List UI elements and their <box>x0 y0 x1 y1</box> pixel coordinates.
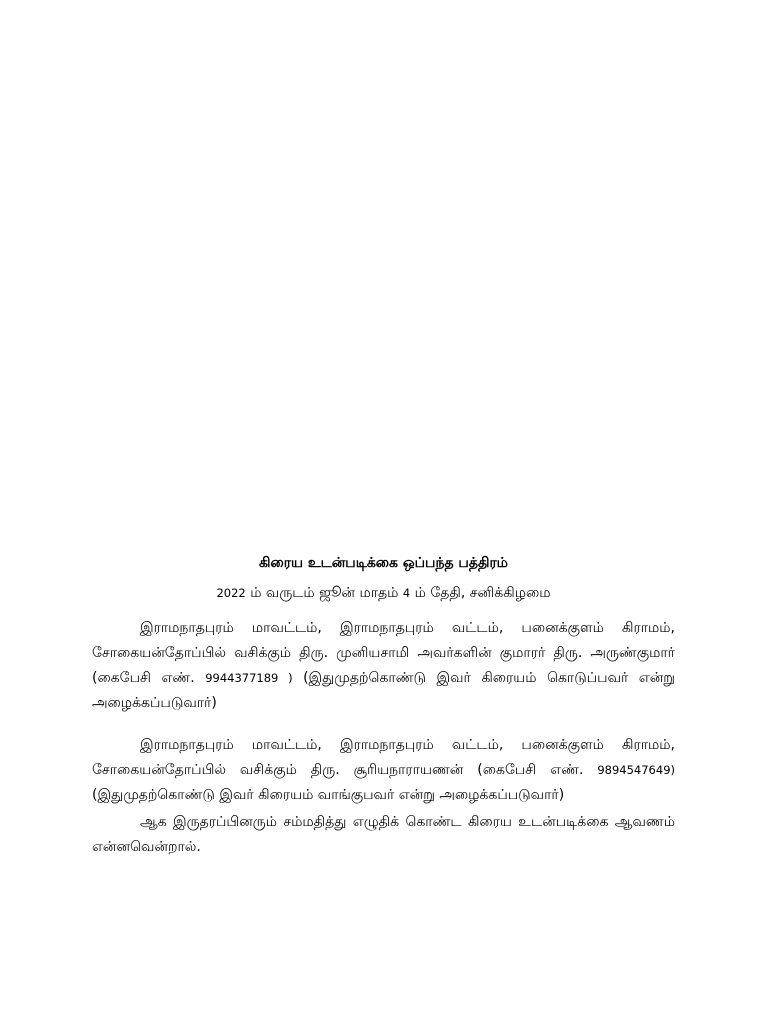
buyer-text: இராமநாதபுரம் மாவட்டம், இராமநாதபுரம் வட்டம், பனைக்குளம் கிராமம், சோகையன்தோப்பில் வசிக்கும் திரு. சூரியநாராயணன் (கைபேசி எண். <box>92 737 675 778</box>
agreement-intro-text: ஆக இருதரப்பினரும் சம்மதித்து எழுதிக் கொண்ட கிரைய உடன்படிக்கை ஆவணம் என்னவென்றால். <box>92 814 675 855</box>
date-day: 4 <box>402 586 411 600</box>
buyer-phone: 9894547649) <box>597 763 675 777</box>
seller-text: இராமநாதபுரம் மாவட்டம், இராமநாதபுரம் வட்டம், பனைக்குளம் கிராமம், சோகையன்தோப்பில் வசிக்கும் திரு. முனியசாமி அவர்களின் குமாரர் திரு. அருண்குமார் (கைபேசி எண். <box>92 620 675 686</box>
date-line <box>92 582 675 604</box>
date-year: 2022 <box>216 586 246 600</box>
seller-phone: 9944377189 ) <box>205 671 293 685</box>
document-title: கிரைய உடன்படிக்கை ஒப்பந்த பத்திரம் <box>259 555 508 571</box>
buyer-paragraph <box>92 733 675 808</box>
seller-paragraph <box>92 616 675 716</box>
buyer-role-text: (இதுமுதற்கொண்டு இவர் கிரையம் வாங்குபவர் என்று அழைக்கப்படுவார்) <box>92 787 565 803</box>
date-text-year: ம் வருடம் ஜூன் மாதம் <box>245 585 403 601</box>
document-body <box>92 552 675 877</box>
agreement-intro-paragraph <box>92 810 675 860</box>
date-text-day: ம் தேதி, சனிக்கிழமை <box>410 585 551 601</box>
seller-role-text: (இதுமுதற்கொண்டு இவர் கிரையம் கொடுப்பவர் என்று அழைக்கப்படுவார்) <box>92 670 675 711</box>
